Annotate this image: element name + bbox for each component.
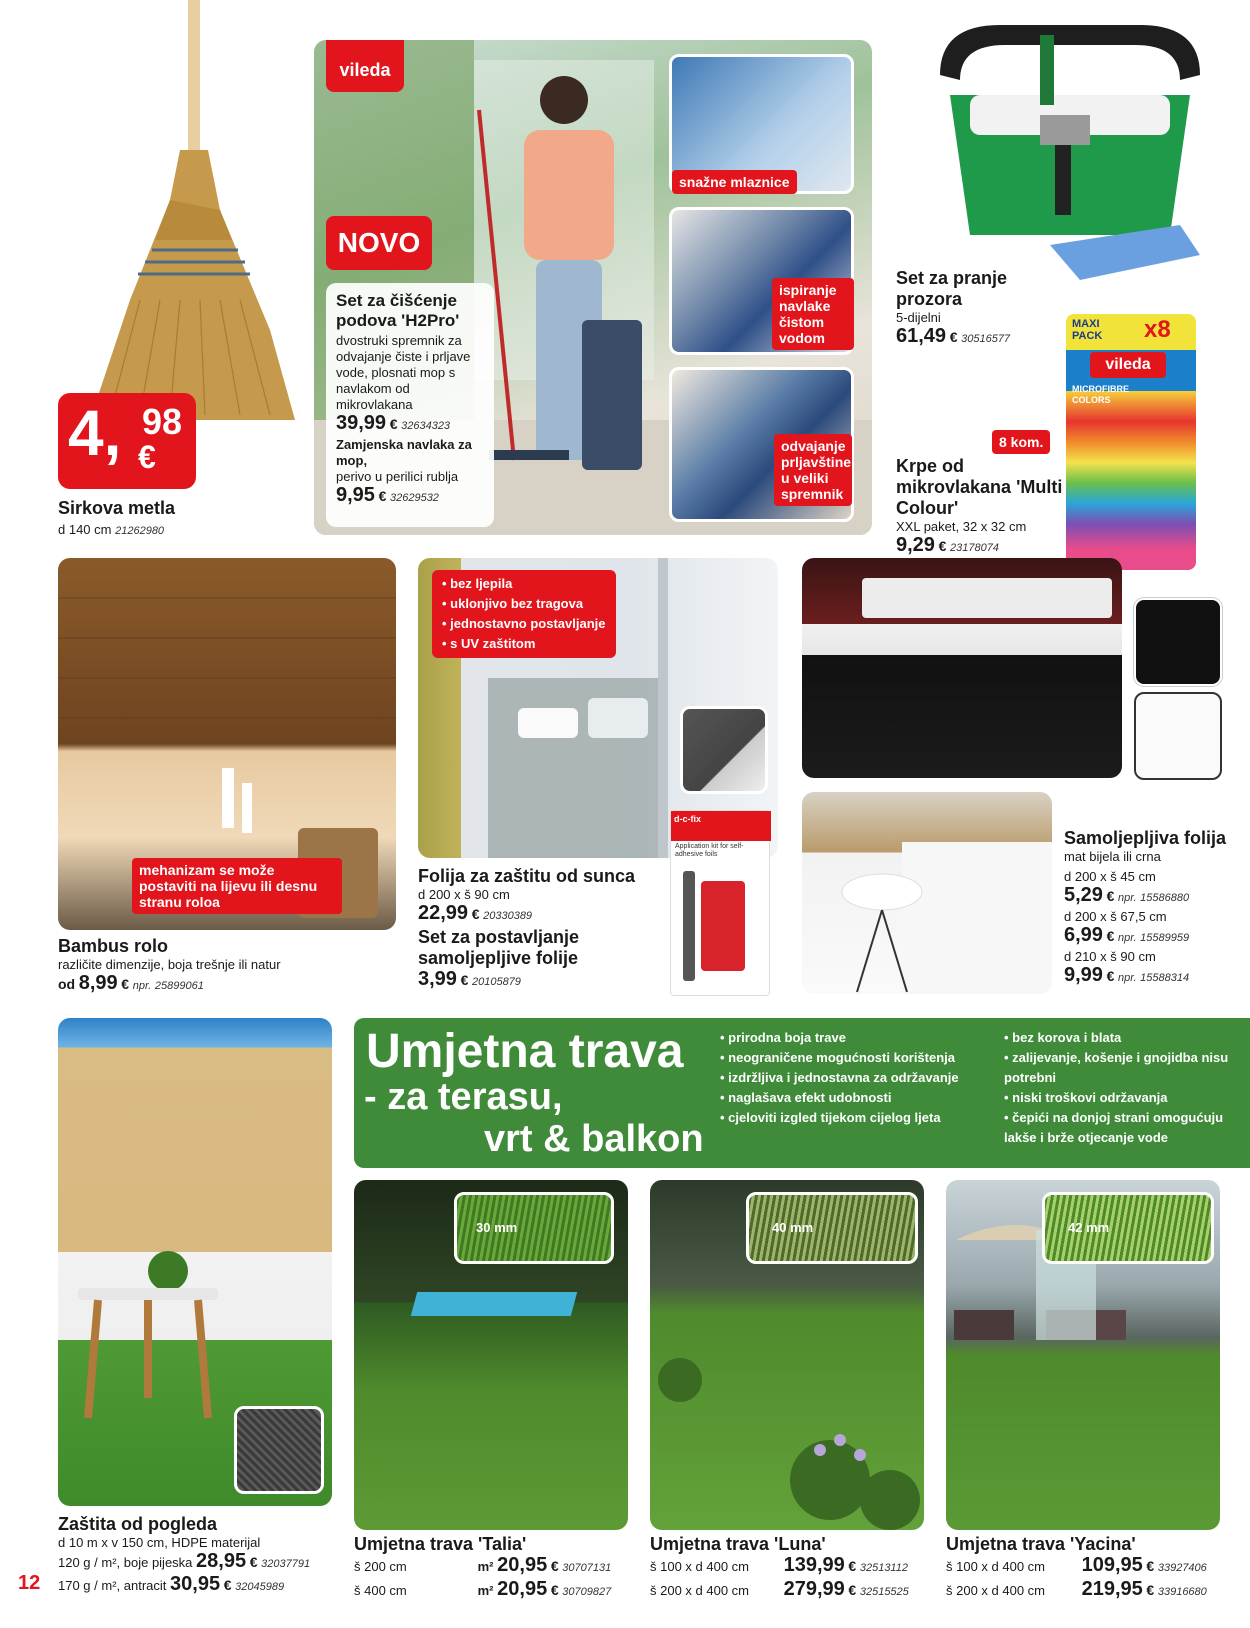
grass-price: 20,95 — [497, 1578, 548, 1600]
refill-code: 32629532 — [389, 492, 439, 504]
foil-set-code: 20105879 — [471, 976, 521, 988]
cloths-info — [896, 456, 1066, 559]
sun-foil-code: 20330389 — [483, 910, 533, 922]
privacy-screen-image — [58, 1018, 332, 1506]
grass-price: 139,99 — [783, 1554, 845, 1576]
adhesive-variant: d 200 x š 67,5 cm 6,99 € npr. 15589959 — [1064, 909, 1190, 946]
sun-foil-feature: • bez ljepila — [442, 574, 606, 594]
sun-foil-feature: • jednostavno postavljanje — [442, 614, 606, 634]
grass-luna-title: Umjetna trava 'Luna' — [650, 1534, 826, 1554]
sun-foil-price-row: 22,99 € 20330389 — [418, 902, 533, 924]
vileda-set-desc: dvostruki spremnik za odvajanje čiste i prljave vode, plosnati mop s navlakom od mikrovlakana — [336, 333, 471, 412]
sun-foil-features — [432, 570, 616, 658]
grass-talia-info — [354, 1534, 644, 1603]
grass-feature: • zalijevanje, košenje i gnojidba nisu potrebni — [1004, 1048, 1239, 1088]
grass-yacina-height: 42 mm — [1068, 1220, 1110, 1235]
window-set-desc: 5-dijelni — [896, 310, 941, 325]
grass-price: 219,95 — [1081, 1578, 1143, 1600]
window-set-code: 30516577 — [961, 333, 1011, 345]
broom-image — [60, 0, 300, 440]
privacy-price: 30,95 — [170, 1573, 221, 1595]
sun-foil-price: 22,99 — [418, 902, 469, 924]
foil-set-title: Set za postavljanje samoljepljive folije — [418, 927, 580, 968]
vileda-set-title: Set za čišćenje podova 'H2Pro' — [336, 291, 460, 330]
cloths-pack-image — [1066, 314, 1196, 570]
adhesive-variant-price: 5,29 — [1064, 884, 1103, 906]
bamboo-desc: različite dimenzije, boja trešnje ili natur — [58, 957, 281, 972]
label-nozzles: snažne mlaznice — [672, 170, 797, 194]
grass-talia-title: Umjetna trava 'Talia' — [354, 1534, 527, 1554]
bamboo-label: mehanizam se može postaviti na lijevu ili desnu stranu roloa — [132, 858, 342, 914]
grass-luna-image — [650, 1180, 924, 1530]
grass-banner — [354, 1018, 1250, 1168]
grass-price-row: š 200 x d 400 cm 279,99 € 32515525 — [650, 1578, 909, 1600]
window-set-title: Set za pranje prozora — [896, 268, 1008, 309]
refill-desc: perivo u perilici rublja — [336, 469, 459, 484]
bamboo-code: 25899061 — [154, 980, 204, 992]
grass-features-left — [720, 1028, 1010, 1128]
broom-price-tag — [58, 393, 196, 489]
page-number: 12 — [18, 1572, 41, 1594]
bamboo-blind-image — [58, 558, 396, 930]
grass-price-row: š 100 x d 400 cm 139,99 € 32513112 — [650, 1554, 908, 1576]
vileda-set-price-row: 39,99 € 32634323 — [336, 412, 451, 434]
novo-badge: NOVO — [326, 216, 432, 270]
bamboo-info — [58, 936, 398, 997]
pack-brand: vileda — [1090, 352, 1166, 378]
bamboo-price: 8,99 — [78, 972, 118, 994]
grass-feature: • niski troškovi održavanja — [1004, 1088, 1239, 1108]
foil-swatch — [680, 706, 768, 794]
privacy-screen-info — [58, 1514, 348, 1597]
foil-set-price: 3,99 — [418, 968, 457, 990]
adhesive-variant-price: 6,99 — [1064, 924, 1103, 946]
sink-counter — [862, 578, 1112, 618]
sun-foil-info — [418, 866, 668, 993]
pool — [411, 1292, 577, 1316]
privacy-desc: d 10 m x v 150 cm, HDPE materijal — [58, 1535, 261, 1550]
window-set-price-row: 61,49 € 30516577 — [896, 325, 1011, 347]
grass-talia-height: 30 mm — [476, 1220, 518, 1235]
sun-foil-desc: d 200 x š 90 cm — [418, 887, 510, 902]
kit-text: Application kit for self-adhesive foils — [675, 843, 744, 858]
refill-title: Zamjenska navlaka za mop, — [336, 437, 472, 468]
grass-price-row: š 100 x d 400 cm 109,95 € 33927406 — [946, 1554, 1207, 1576]
adhesive-foil-desc: mat bijela ili crna — [1064, 849, 1161, 864]
vileda-logo: vileda — [326, 40, 404, 92]
grass-price-row: š 400 cm m² 20,95 € 30709827 — [354, 1578, 612, 1600]
pack-top-label: MAXI PACK — [1072, 318, 1103, 342]
grass-feature: • neograničene mogućnosti korištenja — [720, 1048, 1010, 1068]
grass-yacina-info — [946, 1534, 1246, 1603]
grass-yacina-image — [946, 1180, 1220, 1530]
grass-banner-title-1: Umjetna trava — [366, 1025, 684, 1078]
swatch-white — [1134, 692, 1222, 780]
broom-desc-row — [58, 522, 164, 539]
bamboo-price-row: od 8,99 € npr. 25899061 — [58, 972, 204, 994]
adhesive-variant-price: 9,99 — [1064, 964, 1103, 986]
sun-foil-feature: • uklonjivo bez tragova — [442, 594, 606, 614]
adhesive-foil-title: Samoljepljiva folija — [1064, 828, 1227, 848]
grass-feature: • čepići na donjoj strani omogućuju lakše i brže otjecanje vode — [1004, 1108, 1239, 1148]
grass-feature: • cjeloviti izgled tijekom cijelog ljeta — [720, 1108, 1010, 1128]
adhesive-foil-info — [1064, 828, 1244, 989]
grass-price-row: š 200 x d 400 cm 219,95 € 33916680 — [946, 1578, 1207, 1600]
grass-feature: • bez korova i blata — [1004, 1028, 1239, 1048]
broom-price-int: 4, — [68, 397, 122, 469]
grass-luna-height: 40 mm — [772, 1220, 814, 1235]
swatch-black — [1134, 598, 1222, 686]
grass-luna-info — [650, 1534, 940, 1603]
grass-talia-image — [354, 1180, 628, 1530]
vileda-set-code: 32634323 — [401, 420, 451, 432]
vileda-set-price: 39,99 — [336, 412, 387, 434]
broom-code: 21262980 — [115, 525, 165, 537]
grass-price-row: š 200 cm m² 20,95 € 30707131 — [354, 1554, 612, 1576]
cloths-price: 9,29 — [896, 534, 935, 556]
refill-price: 9,95 — [336, 484, 375, 506]
bamboo-title: Bambus rolo — [58, 936, 169, 956]
label-rinse: ispiranje navlake čistom vodom — [772, 278, 854, 350]
window-set-image — [930, 15, 1210, 285]
cloths-desc: XXL paket, 32 x 32 cm — [896, 519, 1027, 534]
vileda-set-info — [326, 283, 494, 527]
sun-foil-feature: • s UV zaštitom — [442, 634, 606, 654]
grass-banner-title-2: - za terasu, — [364, 1076, 563, 1118]
sun-foil-title: Folija za zaštitu od sunca — [418, 866, 636, 886]
privacy-price: 28,95 — [196, 1550, 247, 1572]
privacy-title: Zaštita od pogleda — [58, 1514, 218, 1534]
kit-cutter — [683, 871, 695, 981]
foil-kit-image — [670, 810, 770, 996]
broom-price-cur: € — [138, 439, 156, 475]
grass-yacina-title: Umjetna trava 'Yacina' — [946, 1534, 1136, 1554]
cloths-price-row: 9,29 € 23178074 — [896, 534, 999, 556]
broom-title: Sirkova metla — [58, 498, 176, 518]
cloths-count-badge: 8 kom. — [992, 430, 1050, 454]
foil-set-price-row: 3,99 € 20105879 — [418, 968, 521, 990]
grass-feature: • naglašava efekt udobnosti — [720, 1088, 1010, 1108]
grass-price: 279,99 — [783, 1578, 845, 1600]
refill-price-row: 9,95 € 32629532 — [336, 484, 439, 506]
privacy-row: 170 g / m², antracit 30,95 € 32045989 — [58, 1573, 285, 1595]
grass-price: 109,95 — [1081, 1554, 1143, 1576]
broom-price-dec: 98 — [142, 401, 183, 442]
grass-banner-title-3: vrt & balkon — [484, 1118, 704, 1160]
privacy-mesh-swatch — [234, 1406, 324, 1494]
broom-desc: d 140 cm — [58, 522, 112, 537]
kit-header: d-c-fix — [671, 811, 771, 841]
adhesive-foil-kitchen-image — [802, 792, 1052, 994]
label-tank: odvajanje prljavštine u veliki spremnik — [774, 434, 852, 506]
adhesive-variant: d 200 x š 45 cm 5,29 € npr. 15586880 — [1064, 869, 1190, 906]
cloths-code: 23178074 — [949, 542, 999, 554]
adhesive-foil-bathroom-image — [802, 558, 1122, 778]
window-set-price: 61,49 — [896, 325, 947, 347]
privacy-row: 120 g / m², boje pijeska 28,95 € 32037791 — [58, 1550, 311, 1572]
grass-feature: • izdržljiva i jednostavna za održavanje — [720, 1068, 1010, 1088]
grass-feature: • prirodna boja trave — [720, 1028, 1010, 1048]
pack-label: MICROFIBRE COLORS — [1072, 384, 1129, 405]
cloths-title: Krpe od mikrovlakana 'Multi Colour' — [896, 456, 1063, 518]
adhesive-variant: d 210 x š 90 cm 9,99 € npr. 15588314 — [1064, 949, 1190, 986]
grass-price: 20,95 — [497, 1554, 548, 1576]
kit-squeegee — [701, 881, 745, 971]
grass-features-right — [1004, 1028, 1239, 1148]
pack-count: x8 — [1144, 316, 1171, 343]
